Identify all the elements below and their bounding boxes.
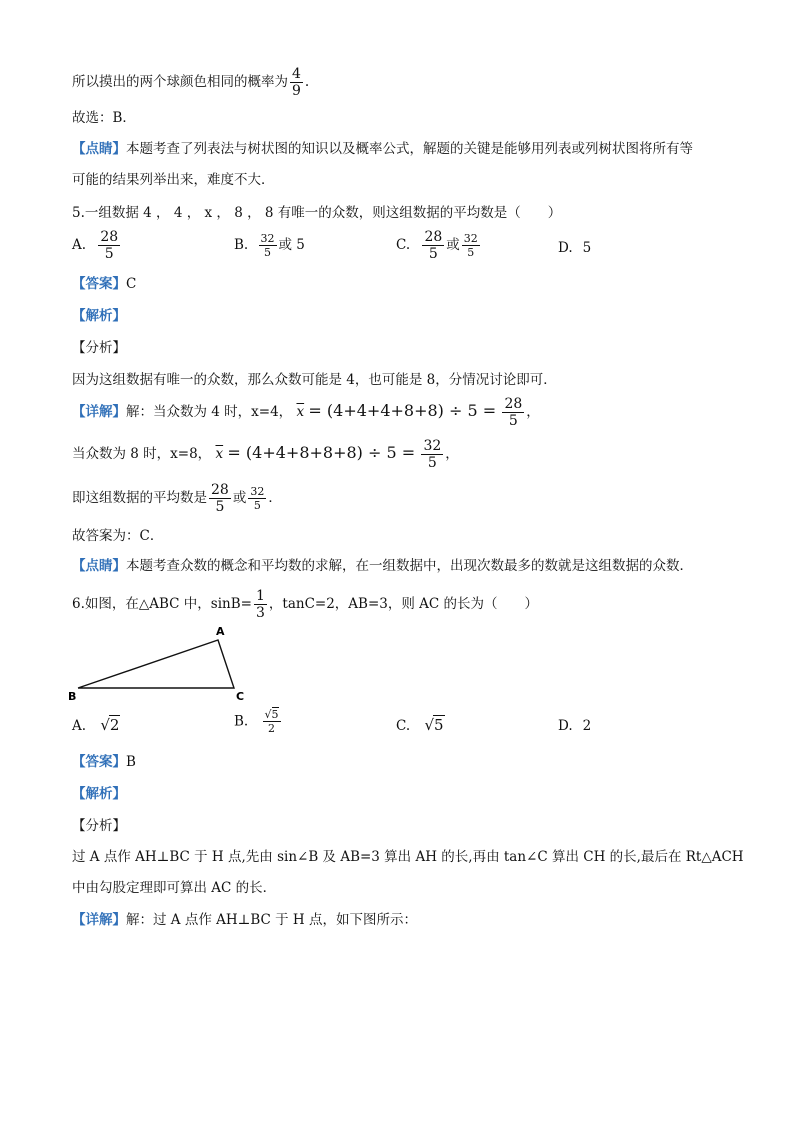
q6-option-c: C. √5	[396, 716, 444, 734]
probability-conclusion: 所以摸出的两个球颜色相同的概率为 $\frac{4}{9}$ .	[72, 66, 310, 99]
q5-detail-1: 【详解】解：当众数为 4 时，x=4， $\overline{x} = (4+4+4+8+8) \div 5$ = $\frac{28}{5}$ ，	[72, 396, 540, 429]
q6-option-d: D. 2	[558, 718, 592, 734]
q6-option-b: B. $\frac{√5}{2}$	[234, 708, 279, 735]
q5-fenxi-heading: 【分析】	[72, 340, 126, 356]
question-6-stem: 6.如图，在△ABC 中，sinB= $\frac{1}{3}$ ，tanC=2，AB=3，则 AC 的长为（ ）	[72, 588, 539, 621]
q6-analysis-heading: 【解析】	[72, 786, 126, 802]
q5-option-b: B. $\frac{32}{5}$ 或 5	[234, 232, 305, 259]
triangle-abc-diagram	[66, 620, 256, 710]
q5-analysis-heading: 【解析】	[72, 308, 126, 324]
q5-conclusion: 故答案为：C．	[72, 528, 164, 544]
q5-note: 【点睛】本题考查众数的概念和平均数的求解，在一组数据中，出现次数最多的数就是这组数据的众数．	[72, 558, 693, 574]
vertex-b-label: B	[68, 690, 77, 703]
q6-fenxi-line-2: 中由勾股定理即可算出 AC 的长．	[72, 880, 277, 896]
q6-fenxi-heading: 【分析】	[72, 818, 126, 834]
triangle-outline	[78, 640, 234, 688]
fraction: $\frac{4}{9}$	[292, 66, 301, 99]
q6-answer: 【答案】B	[72, 754, 136, 770]
q5-option-a: A. $\frac{28}{5}$	[72, 229, 119, 262]
q5-detail-2: 当众数为 8 时，x=8， $\overline{x} = (4+4+8+8+8) \div 5$ = $\frac{32}{5}$ ，	[72, 438, 459, 471]
comment-line-2: 可能的结果列举出来，难度不大．	[72, 172, 275, 188]
question-5-stem: 5.一组数据 4 ， 4 ， x ， 8 ， 8 有唯一的众数，则这组数据的平均数是（ ）	[72, 205, 562, 221]
q6-detail: 【详解】解：过 A 点作 AH⊥BC 于 H 点，如下图所示：	[72, 912, 417, 928]
choice-line: 故选：B．	[72, 110, 136, 126]
q5-option-c: C. $\frac{28}{5}$ 或 $\frac{32}{5}$	[396, 229, 478, 262]
q5-detail-3: 即这组数据的平均数是 $\frac{28}{5}$ 或 $\frac{32}{5}$ ．	[72, 482, 282, 515]
vertex-a-label: A	[216, 625, 225, 638]
vertex-c-label: C	[236, 690, 245, 703]
q5-option-d: D. 5	[558, 240, 592, 256]
q6-fenxi-line-1: 过 A 点作 AH⊥BC 于 H 点,先由 sin∠B 及 AB=3 算出 AH 的长,再由 tan∠C 算出 CH 的长,最后在 Rt△ACH	[72, 849, 744, 865]
q6-option-a: A. √2	[72, 716, 120, 734]
comment-line-1: 【点睛】本题考查了列表法与树状图的知识以及概率公式，解题的关键是能够用列表或列树状图将所有等	[72, 141, 693, 157]
q5-answer: 【答案】C	[72, 276, 137, 292]
q5-fenxi-text: 因为这组数据有唯一的众数，那么众数可能是 4，也可能是 8，分情况讨论即可．	[72, 372, 557, 388]
